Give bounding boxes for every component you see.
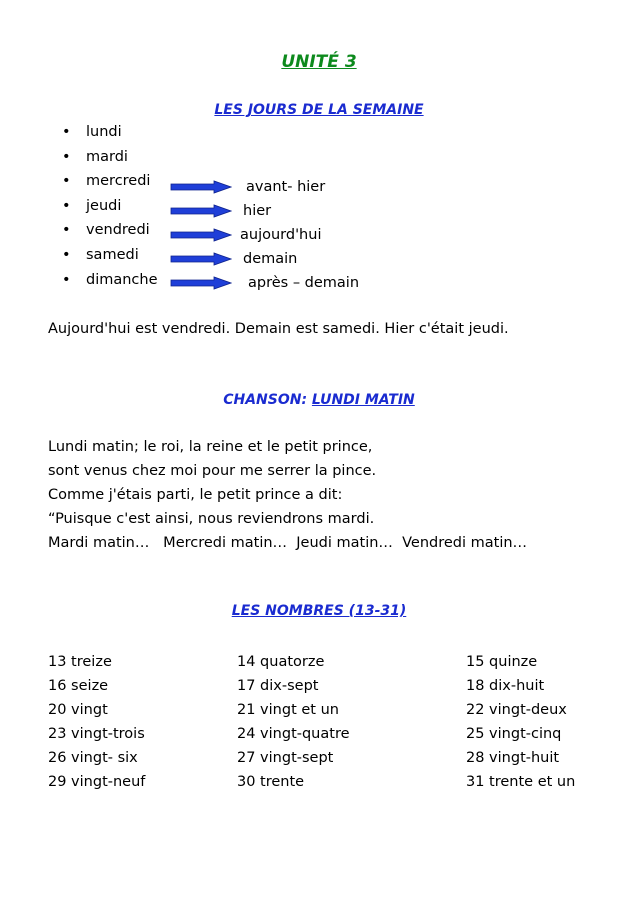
list-item xyxy=(62,268,158,293)
list-item xyxy=(62,218,158,243)
numbers-heading xyxy=(0,603,638,619)
song-heading xyxy=(0,392,638,408)
arrow-right-icon xyxy=(170,276,232,290)
song-line: Mardi matin… Mercredi matin… Jeudi matin… Vendredi matin… xyxy=(48,535,528,551)
day-label: vendredi xyxy=(86,222,150,239)
bullet-icon: • xyxy=(62,271,71,288)
number-cell: 23 vingt-trois xyxy=(48,726,145,742)
song-line: Comme j'étais parti, le petit prince a dit: xyxy=(48,487,343,503)
time-word: demain xyxy=(243,251,298,267)
number-cell: 13 treize xyxy=(48,654,112,670)
song-line: Lundi matin; le roi, la reine et le petit prince, xyxy=(48,439,373,455)
song-heading-title: LUNDI MATIN xyxy=(311,392,415,408)
page-title: UNITÉ 3 xyxy=(281,52,357,72)
number-cell: 14 quatorze xyxy=(237,654,325,670)
list-item xyxy=(62,243,158,268)
song-line: sont venus chez moi pour me serrer la pince. xyxy=(48,463,377,479)
number-cell: 21 vingt et un xyxy=(237,702,339,718)
time-word: aujourd'hui xyxy=(240,227,322,243)
number-cell: 16 seize xyxy=(48,678,109,694)
arrow-right-icon xyxy=(170,252,232,266)
time-word: après – demain xyxy=(248,275,360,291)
bullet-icon: • xyxy=(62,148,71,165)
bullet-icon: • xyxy=(62,222,71,239)
number-cell: 24 vingt-quatre xyxy=(237,726,350,742)
day-label: jeudi xyxy=(86,197,122,214)
number-cell: 22 vingt-deux xyxy=(466,702,567,718)
bullet-icon: • xyxy=(62,246,71,263)
number-cell: 26 vingt- six xyxy=(48,750,138,766)
list-item xyxy=(62,120,158,145)
time-word: avant- hier xyxy=(246,179,326,195)
time-word: hier xyxy=(243,203,272,219)
bullet-icon: • xyxy=(62,197,71,214)
number-cell: 20 vingt xyxy=(48,702,108,718)
day-label: mercredi xyxy=(86,173,151,190)
day-label: samedi xyxy=(86,246,139,263)
list-item xyxy=(62,194,158,219)
number-cell: 17 dix-sept xyxy=(237,678,319,694)
arrow-right-icon xyxy=(170,228,232,242)
number-cell: 30 trente xyxy=(237,774,305,790)
number-cell: 15 quinze xyxy=(466,654,538,670)
day-label: dimanche xyxy=(86,271,158,288)
list-item xyxy=(62,169,158,194)
days-heading xyxy=(0,102,638,118)
number-cell: 18 dix-huit xyxy=(466,678,545,694)
day-label: lundi xyxy=(86,124,122,140)
number-cell: 31 trente et un xyxy=(466,774,576,790)
arrow-right-icon xyxy=(170,204,232,218)
days-list xyxy=(62,120,158,292)
number-cell: 25 vingt-cinq xyxy=(466,726,562,742)
example-sentence: Aujourd'hui est vendredi. Demain est samedi. Hier c'était jeudi. xyxy=(48,321,509,337)
number-cell: 27 vingt-sept xyxy=(237,750,334,766)
number-cell: 29 vingt-neuf xyxy=(48,774,146,790)
bullet-icon: • xyxy=(62,124,71,140)
bullet-icon: • xyxy=(62,173,71,190)
numbers-heading-text: LES NOMBRES (13-31) xyxy=(231,603,407,619)
day-label: mardi xyxy=(86,148,128,165)
list-item xyxy=(62,145,158,170)
number-cell: 28 vingt-huit xyxy=(466,750,560,766)
days-heading-text: LES JOURS DE LA SEMAINE xyxy=(214,102,424,118)
song-heading-prefix: CHANSON: xyxy=(223,392,312,408)
song-line: “Puisque c'est ainsi, nous reviendrons mardi. xyxy=(48,511,375,527)
arrow-right-icon xyxy=(170,180,232,194)
